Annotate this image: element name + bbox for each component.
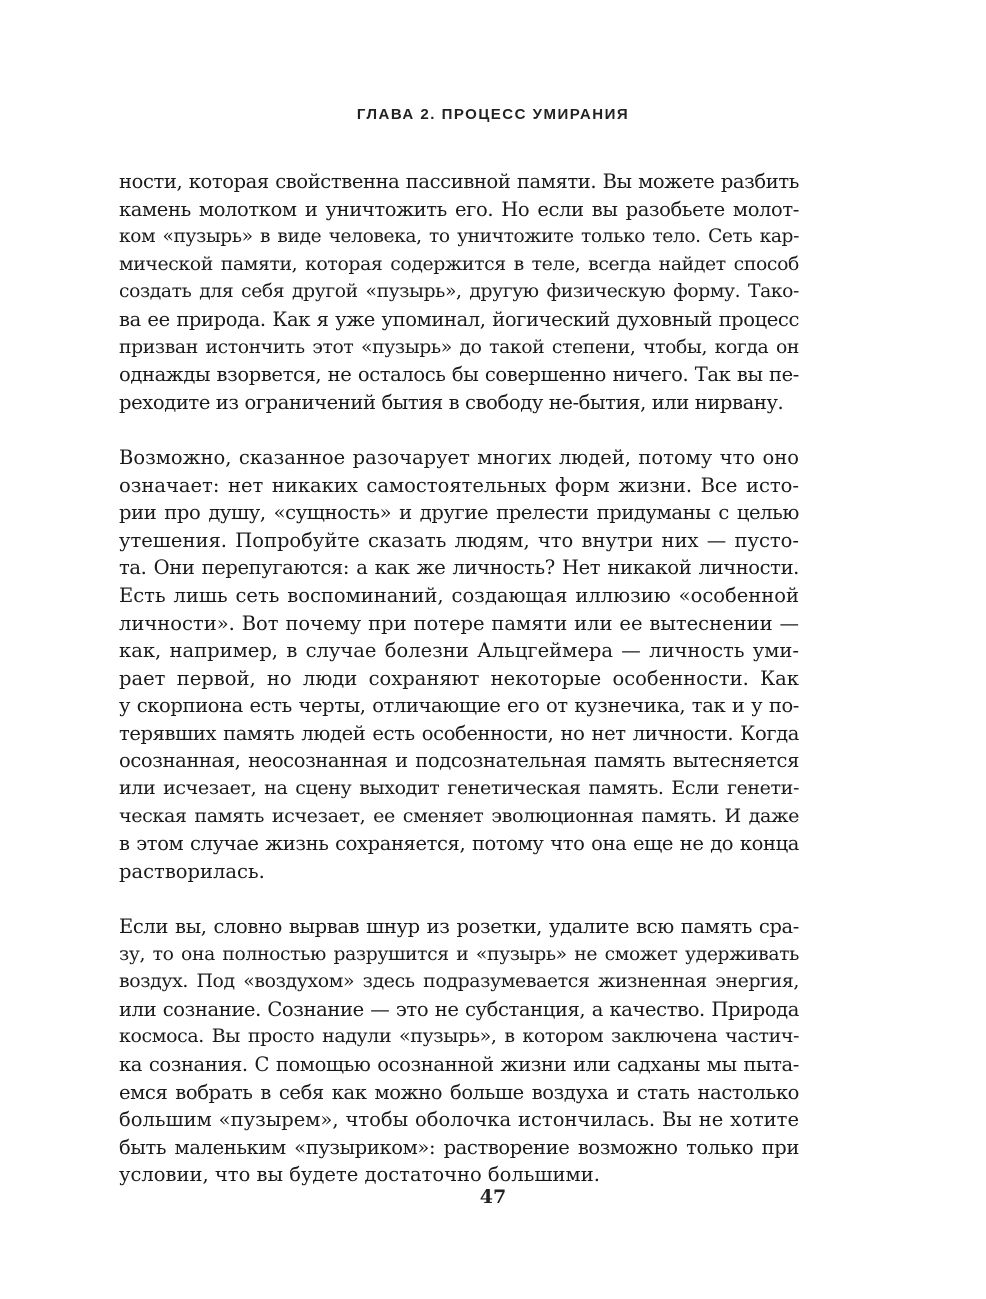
- paragraph-3: [119, 913, 799, 1189]
- text-line: условии, что вы будете достаточно большими.: [119, 1163, 600, 1187]
- paragraph-1: [119, 168, 799, 416]
- text-line: создать для себя другой «пузырь», другую физическую форму. Тако-: [119, 281, 799, 303]
- text-line: или исчезает, на сцену выходит генетическая память. Если генети-: [119, 777, 799, 800]
- text-line: рии про душу, «сущность» и другие прелести придуманы с целью: [119, 501, 799, 525]
- text-line: зу, то она полностью разрушится и «пузырь» не сможет удерживать: [119, 943, 799, 965]
- text-line: камень молотком и уничтожить его. Но если вы разобьете молот-: [119, 197, 799, 221]
- text-line: большим «пузырем», чтобы оболочка истончилась. Вы не хотите: [119, 1108, 799, 1132]
- text-line: терявших память людей есть особенности, но нет личности. Когда: [119, 721, 799, 745]
- running-head: ГЛАВА 2. ПРОЦЕСС УМИРАНИЯ: [356, 106, 630, 123]
- text-line: у скорпиона есть черты, отличающие его от кузнечика, так и у по-: [119, 694, 799, 718]
- text-line: осознанная, неосознанная и подсознательная память вытесняется: [119, 749, 799, 773]
- text-line: растворилась.: [119, 859, 265, 883]
- text-line: как, например, в случае болезни Альцгеймера — личность уми-: [119, 639, 799, 663]
- text-line: та. Они перепугаются: а как же личность? Нет никакой личности.: [119, 556, 799, 580]
- text-line: ком «пузырь» в виде человека, то уничтожите только тело. Сеть кар-: [119, 226, 799, 248]
- text-line: или сознание. Сознание — это не субстанция, а качество. Природа: [119, 997, 799, 1021]
- text-line: ности, которая свойственна пассивной памяти. Вы можете разбить: [119, 170, 799, 193]
- text-line: в этом случае жизнь сохраняется, потому что она еще не до конца: [119, 832, 799, 856]
- text-line: однажды взорвется, не осталось бы совершенно ничего. Так вы пе-: [119, 363, 799, 387]
- paragraph-2: [119, 444, 799, 886]
- text-line: рает первой, но люди сохраняют некоторые особенности. Как: [119, 666, 799, 690]
- text-line: призван истончить этот «пузырь» до такой степени, чтобы, когда он: [119, 336, 799, 358]
- page-number: 47: [479, 1186, 507, 1208]
- text-line: реходите из ограничений бытия в свободу не-бытия, или нирвану.: [119, 390, 784, 414]
- text-line: ка сознания. С помощью осознанной жизни или садханы мы пыта-: [119, 1053, 799, 1076]
- text-line: мической памяти, которая содержится в теле, всегда найдет способ: [119, 253, 799, 275]
- text-line: воздух. Под «воздухом» здесь подразумевается жизненная энергия,: [119, 970, 799, 993]
- text-line: утешения. Попробуйте сказать людям, что внутри них — пусто-: [119, 528, 799, 552]
- text-line: емся вобрать в себя как можно больше воздуха и стать настолько: [119, 1080, 799, 1104]
- text-line: личности». Вот почему при потере памяти или ее вытеснении —: [119, 611, 799, 635]
- text-line: быть маленьким «пузыриком»: растворение возможно только при: [119, 1135, 799, 1159]
- text-line: космоса. Вы просто надули «пузырь», в котором заключена частич-: [119, 1025, 799, 1048]
- body-text: [119, 168, 799, 1217]
- text-line: Возможно, сказанное разочарует многих людей, потому что оно: [119, 445, 799, 469]
- text-line: Есть лишь сеть воспоминаний, создающая иллюзию «особенной: [119, 583, 799, 607]
- text-line: ва ее природа. Как я уже упоминал, йогический духовный процесс: [119, 307, 799, 331]
- text-line: Если вы, словно вырвав шнур из розетки, удалите всю память сра-: [119, 915, 799, 939]
- text-line: ческая память исчезает, ее сменяет эволюционная память. И даже: [119, 804, 799, 827]
- text-line: означает: нет никаких самостоятельных форм жизни. Все исто-: [119, 473, 799, 497]
